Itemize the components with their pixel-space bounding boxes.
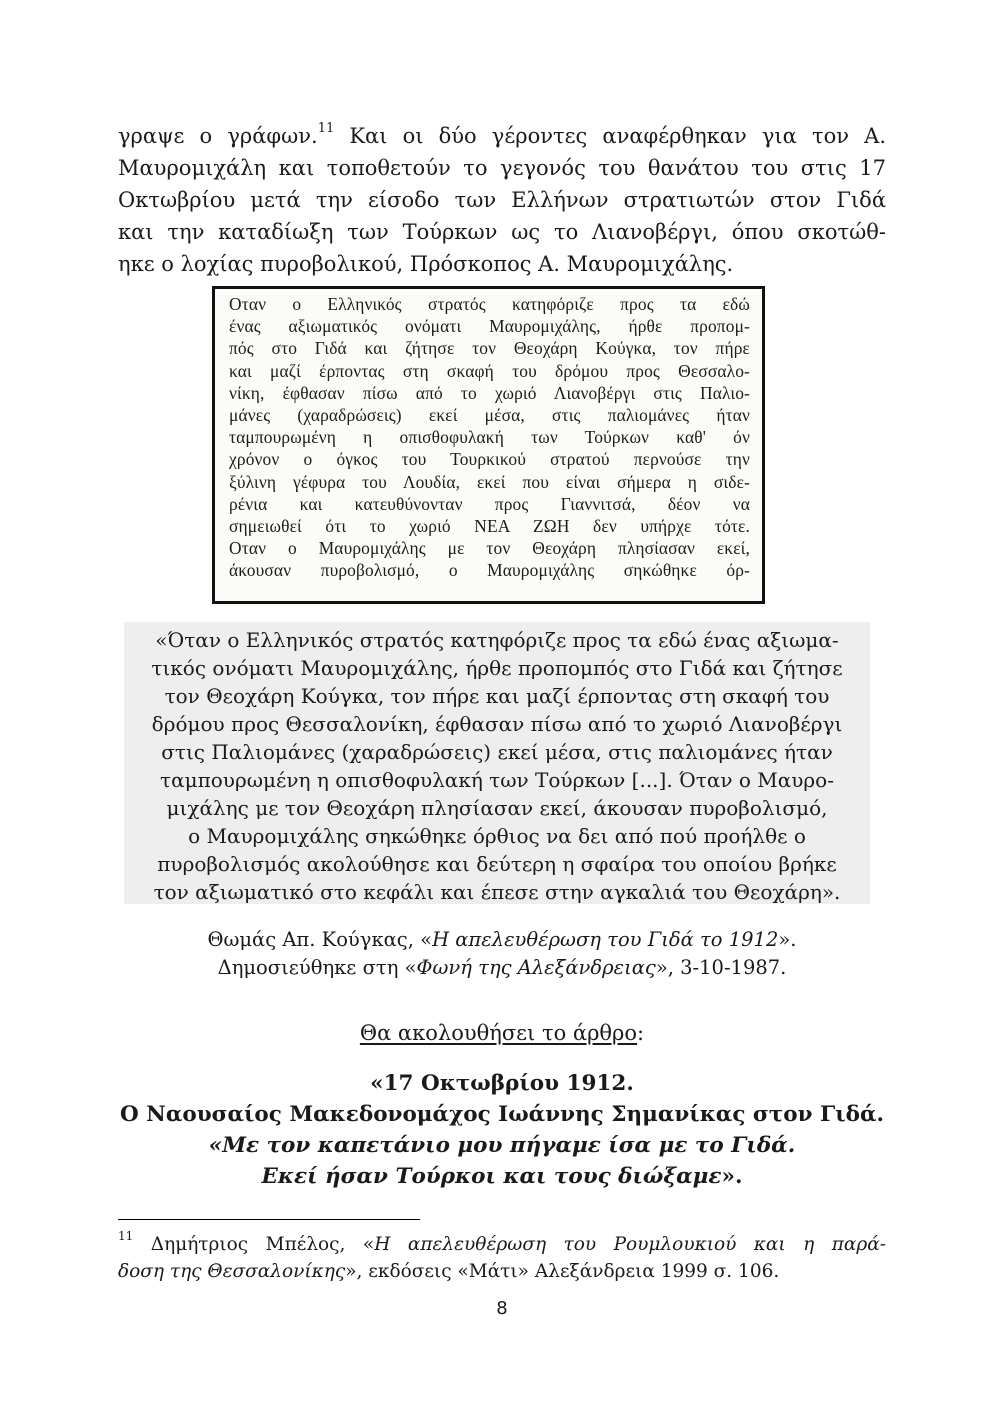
clipping-line: πός στο Γιδά και ζήτησε τον Θεοχάρη Κούγκα, τον πήρε <box>229 338 750 359</box>
clipping-line: Οταν ο Ελληνικός στρατός κατηφόριζε προς τα εδώ <box>229 294 750 314</box>
footnote-line: δοση της Θεσσαλονίκης», εκδόσεις «Μάτι» Αλεξάνδρεια 1999 σ. 106. <box>118 1261 780 1282</box>
quote-line: πυροβολισμός ακολούθησε και δεύτερη η σφαίρα του οποίου βρήκε <box>157 852 837 876</box>
clipping-line: σημειωθεί ότι το χωριό ΝΕΑ ΖΩΗ δεν υπήρχε τότε. <box>229 516 750 537</box>
footnote-ref[interactable]: 11 <box>317 121 335 136</box>
quote-line: τον Θεοχάρη Κούγκα, τον πήρε και μαζί έρποντας στη σκαφή του <box>164 684 830 708</box>
intro-paragraph <box>118 120 886 280</box>
clipping-line: χρόνον ο όγκος του Τουρκικού στρατού περνούσε την <box>229 449 750 470</box>
intro-line: ηκε ο λοχίας πυροβολικού, Πρόσκοπος Α. Μαυρομιχάλης. <box>118 252 734 276</box>
quote-line: τον αξιωματικό στο κεφάλι και έπεσε στην αγκαλιά του Θεοχάρη». <box>153 880 841 904</box>
intro-line: γραψε ο γράφων.$^{11}$ Και οι δύο γέροντες αναφέρθηκαν για τον Α. <box>118 121 886 148</box>
quote-line: μιχάλης με τον Θεοχάρη πλησίασαν εκεί, άκουσαν πυροβολισμό, <box>166 796 828 820</box>
follow-heading: Θα ακολουθήσει το άρθρο: <box>359 1021 645 1045</box>
page-number: 8 <box>496 1298 508 1319</box>
clipping-line: άκουσαν πυροβολισμό, ο Μαυρομιχάλης σηκώθηκε όρ- <box>229 560 750 581</box>
clipping-line: ταμπουρωμένη η οπισθοφυλακή των Τούρκων καθ' όν <box>229 427 750 448</box>
clipping-line: νίκη, έφθασαν πίσω από το χωριό Λιανοβέργι στις Παλιο- <box>229 382 750 403</box>
clipping-line: ξύλινη γέφυρα του Λουδία, εκεί που είναι σήμερα η σιδε- <box>229 471 750 492</box>
quote-line: ταμπουρωμένη η οπισθοφυλακή των Τούρκων [...]. Όταν ο Μαυρο- <box>160 768 834 792</box>
article-title <box>118 1068 886 1192</box>
clipping-line: ρένια και κατευθύνονταν προς Γιαννιτσά, δέον να <box>229 493 750 514</box>
newspaper-clipping <box>212 286 765 604</box>
quote-line: «Όταν ο Ελληνικός στρατός κατηφόριζε προς τα εδώ ένας αξιωμα- <box>155 628 839 652</box>
title-line: «Με τον καπετάνιο μου πήγαμε ίσα με το Γιδά. <box>208 1133 796 1158</box>
clipping-line: μάνες (χαραδρώσεις) εκεί μέσα, στις παλιομάνες ήταν <box>229 405 750 426</box>
intro-line: Μαυρομιχάλη και τοποθετούν το γεγονός του θανάτου του στις 17 <box>118 156 886 180</box>
clipping-line: και μαζί έρποντας στη σκαφή του δρόμου προς Θεσσαλο- <box>229 360 750 381</box>
footnote-line: $^{11}$ Δημήτριος Μπέλος, «Η απελευθέρωση του Ρουμλουκιού και η παρά- <box>118 1228 886 1255</box>
title-line: Εκεί ήσαν Τούρκοι και τους διώξαμε». <box>261 1164 743 1189</box>
clipping-line: ένας αξιωματικός ονόματι Μαυρομιχάλης, ήρθε προπομ- <box>229 316 750 337</box>
quote-line: τικός ονόματι Μαυρομιχάλης, ήρθε προπομπός στο Γιδά και ζήτησε <box>151 656 843 680</box>
quote-line: στις Παλιομάνες (χαραδρώσεις) εκεί μέσα, στις παλιομάνες ήταν <box>161 740 833 764</box>
footnote-divider <box>118 1219 420 1220</box>
intro-line: Οκτωβρίου μετά την είσοδο των Ελλήνων στρατιωτών στον Γιδά <box>118 188 886 212</box>
source-citation <box>118 926 886 982</box>
title-line: Ο Ναουσαίος Μακεδονομάχος Ιωάννης Σημανίκας στον Γιδά. <box>119 1102 885 1127</box>
quote-line: δρόμου προς Θεσσαλονίκη, έφθασαν πίσω από το χωριό Λιανοβέργι <box>151 712 843 736</box>
title-line: «17 Οκτωβρίου 1912. <box>370 1071 634 1096</box>
follow-text: Θα ακολουθήσει το άρθρο <box>359 1021 638 1045</box>
clipping-line: Οταν ο Μαυρομιχάλης με τον Θεοχάρη πλησίασαν εκεί, <box>229 538 750 559</box>
intro-line: και την καταδίωξη των Τούρκων ως το Λιανοβέργι, όπου σκοτώθ- <box>118 220 886 244</box>
source-line: Δημοσιεύθηκε στη «Φωνή της Αλεξάνδρειας», 3-10-1987. <box>217 956 787 979</box>
source-line: Θωμάς Απ. Κούγκας, «Η απελευθέρωση του Γιδά το 1912». <box>207 928 797 951</box>
footnote <box>118 1228 886 1285</box>
quote-line: ο Μαυρομιχάλης σηκώθηκε όρθιος να δει από πού προήλθε ο <box>188 824 806 848</box>
transcribed-quote <box>124 622 870 904</box>
footnote-number: 11 <box>118 1228 134 1243</box>
